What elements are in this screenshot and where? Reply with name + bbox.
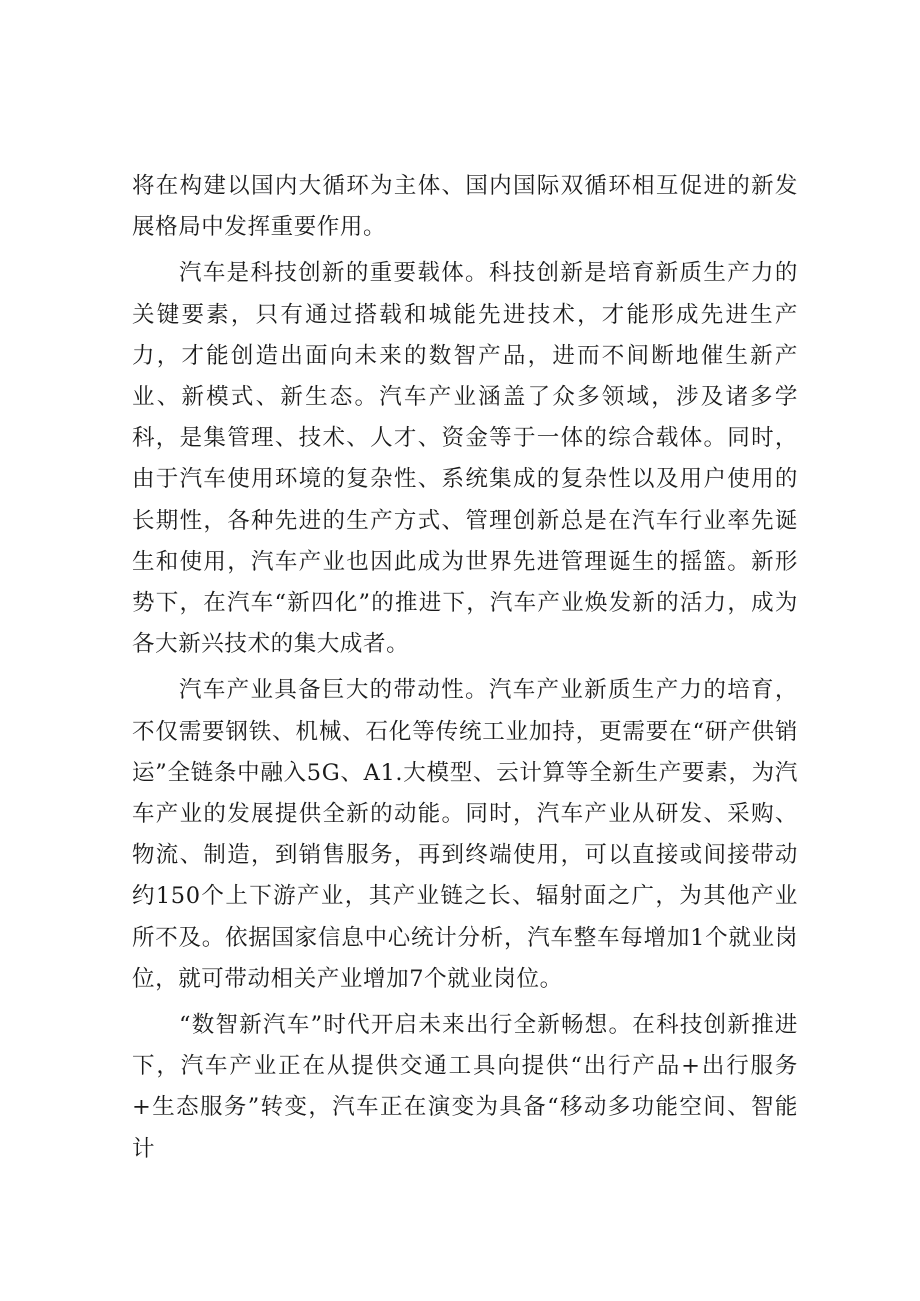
document-body xyxy=(132,166,798,1175)
paragraph-4: “数智新汽车”时代开启未来出行全新畅想。在科技创新推进下，汽车产业正在从提供交通工具向提供“出行产品+出行服务+生态服务”转变，汽车正在演变为具备“移动多功能空间、智能计 xyxy=(132,1012,798,1162)
paragraph-3: 汽车产业具备巨大的带动性。汽车产业新质生产力的培育，不仅需要钢铁、机械、石化等传统工业加持，更需要在“研产供销运”全链条中融入5G、A1.大模型、云计算等全新生产要素，为汽车产业的发展提供全新的动能。同时，汽车产业从研发、采购、物流、制造，到销售服务，再到终端使用，可以直接或间接带动约150个上下游产业，其产业链之长、辐射面之广，为其他产业所不及。依据国家信息中心统计分析，汽车整车每增加1个就业岗位，就可带动相关产业增加7个就业岗位。 xyxy=(132,677,798,992)
paragraph-1: 将在构建以国内大循环为主体、国内国际双循环相互促进的新发展格局中发挥重要作用。 xyxy=(132,173,798,241)
paragraph-2: 汽车是科技创新的重要载体。科技创新是培育新质生产力的关键要素，只有通过搭载和城能先进技术，才能形成先进生产力，才能创造出面向未来的数智产品，进而不间断地催生新产业、新模式、新生态。汽车产业涵盖了众多领域，涉及诸多学科，是集管理、技术、人才、资金等于一体的综合载体。同时，由于汽车使用环境的复杂性、系统集成的复杂性以及用户使用的长期性，各种先进的生产方式、管理创新总是在汽车行业率先诞生和使用，汽车产业也因此成为世界先进管理诞生的摇篮。新形势下，在汽车“新四化”的推进下，汽车产业焕发新的活力，成为各大新兴技术的集大成者。 xyxy=(132,260,798,658)
